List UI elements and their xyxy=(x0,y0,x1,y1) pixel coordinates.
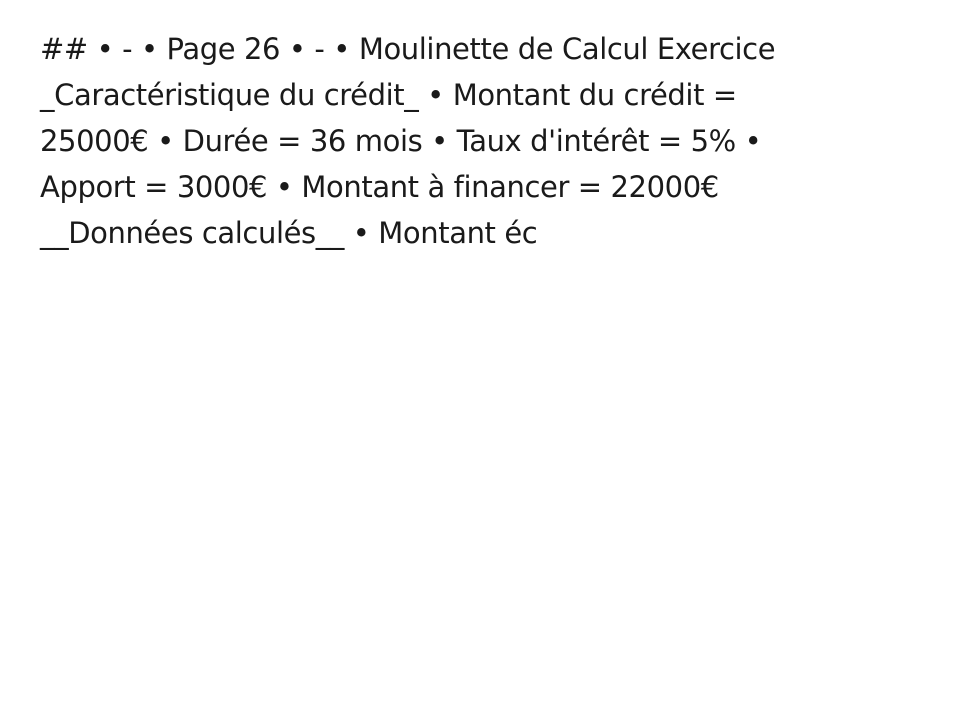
text-line-4: Apport = 3000€ • Montant à financer = 22000€ xyxy=(40,170,719,204)
text-line-1: ## • - • Page 26 • - • Moulinette de Calcul Exercice xyxy=(40,32,776,66)
text-line-2: _Caractéristique du crédit_ • Montant du crédit = xyxy=(40,78,737,112)
body-text xyxy=(40,26,920,256)
text-line-5: __Données calculés__ • Montant éc xyxy=(40,216,538,250)
text-line-3: 25000€ • Durée = 36 mois • Taux d'intérêt = 5% • xyxy=(40,124,762,158)
